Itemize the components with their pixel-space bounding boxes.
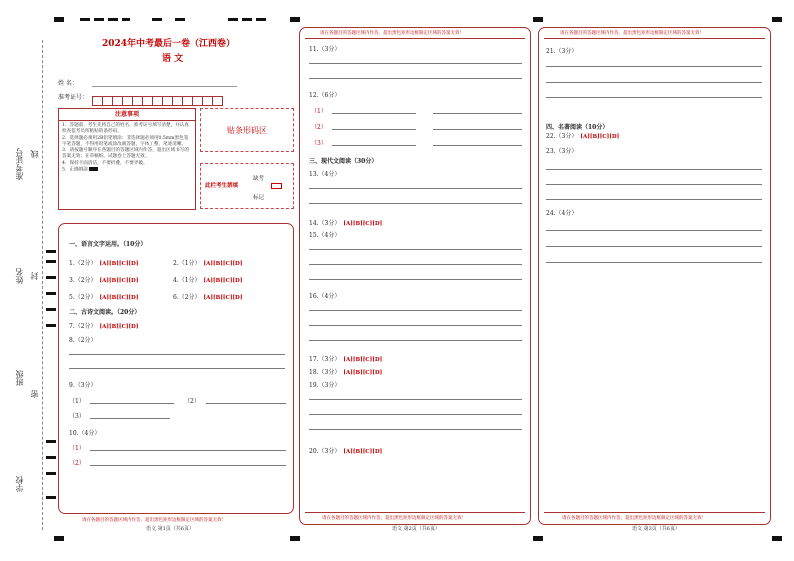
page-footer: 语文 第3页（共6页） [632,526,680,532]
timing-mark [533,536,543,541]
timing-mark [54,17,64,22]
status-note: 此栏考生禁填 [205,183,239,189]
timing-mark [46,260,56,263]
answer-line[interactable] [546,82,762,83]
q2-choices[interactable]: [A][B][C][D] [203,261,243,267]
q7-row: 7.（2分） [A][B][C][D] [69,323,139,330]
q19-label: 19.（3分） [309,382,341,389]
q1-choices[interactable]: [A][B][C][D] [99,261,139,267]
filled-sample-icon [89,167,98,171]
q2-row: 2.（1分） [A][B][C][D] [173,260,243,267]
divider [305,512,525,513]
q20-choices[interactable]: [A][B][C][D] [343,449,383,455]
q23-label: 23.（3分） [546,148,578,155]
side-class: 班级 [15,370,24,386]
q12-blank-label: （3） [311,140,327,147]
answer-line[interactable] [309,188,522,189]
divider [544,512,765,513]
barcode-area [200,108,294,152]
timing-mark [46,472,56,475]
answer-line[interactable] [546,97,762,98]
q4-choices[interactable]: [A][B][C][D] [203,278,243,284]
q6-choices[interactable]: [A][B][C][D] [203,295,243,301]
q5-choices[interactable]: [A][B][C][D] [99,295,139,301]
notice-item: 4．保持卡面清洁，不要折叠，不要弄破。 [62,160,148,166]
q15-label: 15.（4分） [309,232,341,239]
answer-line[interactable] [309,279,522,280]
timing-mark [108,18,118,21]
timing-mark [54,536,64,541]
section-heading: 二、古诗文阅读。（20分） [69,309,141,316]
q9-blank-label: （3） [69,413,85,420]
side-line: 线 [30,150,39,158]
answer-line[interactable] [332,145,416,146]
q3-choices[interactable]: [A][B][C][D] [99,278,139,284]
answer-line[interactable] [309,203,522,204]
answer-line[interactable] [546,246,762,247]
side-secret: 密 [30,390,39,398]
exam-no-field[interactable] [92,90,222,109]
timing-mark [175,18,185,21]
q10-label: 10.（4分） [69,430,101,437]
timing-mark [772,17,782,22]
q18-row: 18.（3分） [A][B][C][D] [309,369,383,376]
side-school: 学校 [15,476,24,492]
q14-row: 14.（3分） [A][B][C][D] [309,220,383,227]
timing-mark [46,308,56,311]
absent-label: 缺考 [253,176,265,182]
absent-checkbox[interactable] [271,183,282,189]
timing-mark [533,17,543,22]
timing-mark [94,18,104,21]
answer-line[interactable] [546,184,762,185]
q16-label: 16.（4分） [309,293,341,300]
q22-row: 22.（3分） [A][B][C][D] [546,133,620,140]
answer-line[interactable] [69,368,285,369]
name-label: 姓 名： [58,80,78,87]
answer-line[interactable] [546,230,762,231]
answer-line[interactable] [309,310,522,311]
answer-line[interactable] [546,169,762,170]
answer-line[interactable] [309,340,522,341]
q1-row: 1.（2分） [A][B][C][D] [69,260,139,267]
subject-title: 语 文 [162,54,184,64]
mark-label: 标记 [253,195,265,201]
answer-area-page3 [538,27,771,525]
boundary-warning: 请在各题目的答题区域内作答，超出黑色矩形边框限定区域的答案无效！ [320,31,464,36]
boundary-warning: 请在各题目的答题区域内作答，超出黑色矩形边框限定区域的答案无效！ [82,518,226,523]
answer-line[interactable] [309,78,522,79]
q12-blank-label: （1） [311,108,327,115]
timing-mark [46,324,56,327]
divider [305,38,525,39]
section-heading: 一、语言文字运用。（10分） [69,241,147,248]
timing-mark [290,536,300,541]
boundary-warning: 请在各题目的答题区域内作答，超出黑色矩形边框限定区域的答案无效！ [560,31,704,36]
section-heading: 三、现代文阅读（30分） [309,158,378,165]
status-area [200,163,294,209]
timing-mark [290,17,300,22]
q18-choices[interactable]: [A][B][C][D] [343,370,383,376]
q21-label: 21.（3分） [546,48,578,55]
q7-choices[interactable]: [A][B][C][D] [99,324,139,330]
answer-line[interactable] [309,249,522,250]
timing-mark [80,18,90,21]
notice-item: 3．请按题号顺序在各题目的答题区域内作答，超出区域书写的答案无效；在草稿纸、试题卷上答题无效。 [62,148,189,160]
timing-mark [46,292,56,295]
page-footer: 语文 第1页（共6页） [146,526,194,532]
q5-row: 5.（2分） [A][B][C][D] [69,294,139,301]
answer-line[interactable] [433,113,522,114]
q17-row: 17.（3分） [A][B][C][D] [309,356,383,363]
side-exam-no: 准考证号 [15,148,24,180]
timing-mark [242,18,252,21]
answer-line[interactable] [309,399,522,400]
timing-mark [772,536,782,541]
section-heading: 四、名著阅读（10分） [546,124,609,131]
answer-line[interactable] [69,354,285,355]
timing-mark [46,250,56,253]
q14-choices[interactable]: [A][B][C][D] [343,221,383,227]
answer-line[interactable] [546,66,762,67]
answer-line[interactable] [309,429,522,430]
q12-label: 12.（6分） [309,92,341,99]
q11-label: 11.（3分） [309,46,341,53]
answer-line[interactable] [332,113,416,114]
answer-line[interactable] [90,465,286,466]
answer-line[interactable] [433,129,522,130]
timing-mark [46,440,56,443]
answer-line[interactable] [332,129,416,130]
q22-choices[interactable]: [A][B][C][D] [580,134,620,140]
answer-line[interactable] [546,262,762,263]
exam-no-label: 准考证号： [58,94,89,101]
timing-mark [46,456,56,459]
barcode-label: 贴条形码区 [227,125,267,135]
answer-line[interactable] [90,450,286,451]
boundary-warning: 请在各题目的答题区域内作答，超出黑色矩形边框限定区域的答案无效！ [322,516,466,521]
timing-mark [46,496,56,499]
q12-blank-label: （2） [311,124,327,131]
answer-line[interactable] [546,199,762,200]
notice-item: 2．选择题必须用2B铅笔填涂；非选择题必须用0.5mm黑色签字笔答题，不得用铅笔或涂改液答题，字体工整、笔迹清晰。 [62,135,189,147]
q13-label: 13.（4分） [309,171,341,178]
answer-line[interactable] [90,403,174,404]
notice-title: 注意事项 [59,109,195,121]
q9-blank-label: （1） [69,398,85,405]
q10-blank-label: （1） [69,445,85,452]
answer-line[interactable] [309,264,522,265]
q3-row: 3.（2分） [A][B][C][D] [69,277,139,284]
timing-mark [122,18,130,21]
q24-label: 24.（4分） [546,210,578,217]
answer-line[interactable] [206,403,286,404]
answer-line[interactable] [309,325,522,326]
q8-label: 8.（2分） [69,337,97,344]
timing-mark [152,18,162,21]
timing-mark [228,18,238,21]
answer-line[interactable] [433,145,522,146]
page-title: 2024年中考最后一卷（江西卷） [102,39,236,49]
timing-mark [46,276,56,279]
q10-blank-label: （2） [69,460,85,467]
name-field[interactable] [92,86,237,87]
answer-line[interactable] [90,418,170,419]
notice-item: 1．答题前，考生先将自己的姓名，准考证号填写清楚，并认真检查监考员所粘贴的条形码。 [62,123,189,135]
binding-line [42,40,43,530]
q6-row: 6.（2分） [A][B][C][D] [173,294,243,301]
notice-box [58,108,196,210]
page-footer: 语文 第2页（共6页） [392,526,440,532]
notice-item: 5．正确填涂 [62,167,88,173]
divider [544,38,765,39]
q9-blank-label: （2） [184,398,200,405]
answer-line[interactable] [309,63,522,64]
timing-mark [256,18,266,21]
boundary-warning: 请在各题目的答题区域内作答，超出黑色矩形边框限定区域的答案无效！ [562,516,706,521]
q4-row: 4.（1分） [A][B][C][D] [173,277,243,284]
q20-row: 20.（3分） [A][B][C][D] [309,448,383,455]
q17-choices[interactable]: [A][B][C][D] [343,357,383,363]
q9-label: 9.（3分） [69,382,97,389]
side-name: 姓名 [15,268,24,284]
side-seal: 封 [30,272,39,280]
answer-line[interactable] [309,414,522,415]
